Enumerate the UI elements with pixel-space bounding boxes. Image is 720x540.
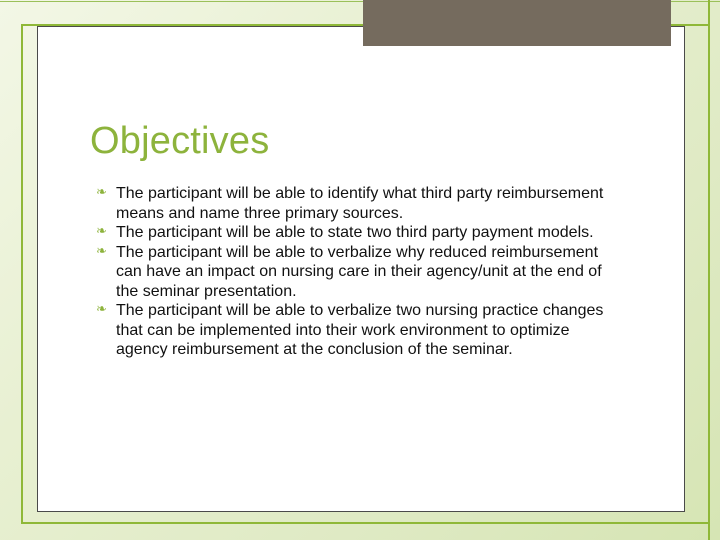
- slide-title: Objectives: [90, 120, 270, 162]
- objective-item: [96, 184, 616, 223]
- leaf-bullet-icon: ❧: [96, 184, 107, 199]
- objective-text: The participant will be able to verbalize two nursing practice changes that can be implemented into their work environment to optimize agency reimbursement at the conclusion of the seminar.: [116, 302, 604, 358]
- objective-text: The participant will be able to verbalize why reduced reimbursement can have an impact on nursing care in their agency/unit at the end of the seminar presentation.: [116, 243, 602, 300]
- objectives-list: [96, 184, 616, 360]
- objective-text: The participant will be able to identify what third party reimbursement means and name three primary sources.: [116, 185, 604, 222]
- objective-item: [96, 243, 616, 302]
- objective-text: The participant will be able to state two third party payment models.: [116, 224, 594, 241]
- leaf-bullet-icon: ❧: [96, 242, 107, 258]
- leaf-bullet-icon: ❧: [96, 223, 107, 238]
- leaf-bullet-icon: ❧: [96, 301, 107, 316]
- frame-guide-left: [21, 24, 23, 524]
- objective-item: [96, 301, 616, 360]
- frame-guide-right: [708, 0, 710, 540]
- frame-guide-bottom: [21, 522, 710, 524]
- objective-item: [96, 223, 616, 243]
- header-accent-bar: [363, 0, 671, 46]
